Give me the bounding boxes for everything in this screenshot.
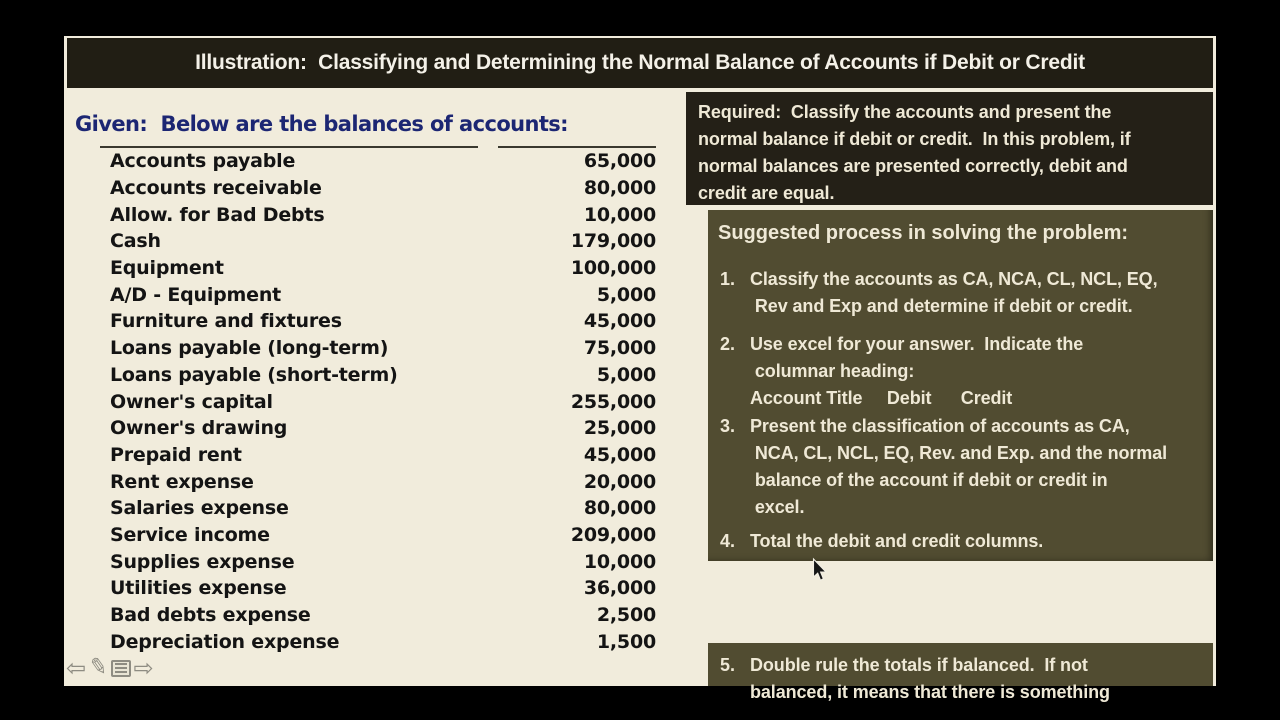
account-name: A/D - Equipment bbox=[110, 283, 282, 306]
account-name: Rent expense bbox=[110, 470, 254, 493]
account-amount: 10,000 bbox=[583, 550, 656, 573]
account-amount: 80,000 bbox=[583, 497, 656, 520]
table-row bbox=[100, 628, 656, 655]
account-amount: 209,000 bbox=[570, 523, 656, 546]
account-amount: 255,000 bbox=[570, 390, 656, 413]
account-name: Accounts receivable bbox=[110, 177, 322, 200]
table-row bbox=[100, 255, 656, 282]
step-text-line: balance of the account if debit or credit in bbox=[750, 470, 1108, 490]
mouse-cursor bbox=[812, 558, 829, 583]
account-amount: 5,000 bbox=[596, 363, 656, 386]
process-box bbox=[708, 210, 1213, 561]
account-name: Allow. for Bad Debts bbox=[110, 203, 325, 226]
table-row bbox=[100, 148, 656, 175]
step-5-box bbox=[708, 643, 1213, 702]
required-text-line: Required: Classify the accounts and present the bbox=[698, 102, 1112, 122]
account-name: Supplies expense bbox=[110, 550, 295, 573]
table-row bbox=[100, 468, 656, 495]
account-name: Depreciation expense bbox=[110, 630, 340, 653]
table-row bbox=[100, 388, 656, 415]
step-text-line: Total the debit and credit columns. bbox=[750, 531, 1044, 551]
account-amount: 75,000 bbox=[583, 337, 656, 360]
table-row bbox=[100, 415, 656, 442]
step-text-line: Present the classification of accounts as CA, bbox=[750, 416, 1130, 436]
account-amount: 45,000 bbox=[583, 310, 656, 333]
step-text-line: columnar heading: bbox=[750, 361, 915, 381]
table-rows bbox=[100, 148, 656, 655]
table-row bbox=[100, 175, 656, 202]
account-name: Accounts payable bbox=[110, 150, 296, 173]
step-text-line: Use excel for your answer. Indicate the bbox=[750, 334, 1084, 354]
required-text-line: normal balances are presented correctly, debit and bbox=[698, 156, 1128, 176]
table-header-rules bbox=[100, 146, 656, 148]
account-amount: 80,000 bbox=[583, 177, 656, 200]
step-text-line: NCA, CL, NCL, EQ, Rev. and Exp. and the normal bbox=[750, 443, 1168, 463]
account-name: Loans payable (long-term) bbox=[110, 337, 389, 360]
step-text-line: Account Title Debit Credit bbox=[750, 388, 1013, 408]
account-name: Owner's capital bbox=[110, 390, 273, 413]
required-box bbox=[686, 92, 1213, 205]
account-name: Cash bbox=[110, 230, 161, 253]
accounts-table bbox=[100, 146, 656, 655]
account-amount: 2,500 bbox=[596, 604, 656, 627]
account-amount: 25,000 bbox=[583, 417, 656, 440]
table-row bbox=[100, 201, 656, 228]
table-row bbox=[100, 602, 656, 629]
step-text-line: Classify the accounts as CA, NCA, CL, NCL, EQ, bbox=[750, 269, 1158, 289]
step-text-line: Rev and Exp and determine if debit or credit. bbox=[750, 296, 1133, 316]
previous-slide-icon[interactable]: ⇦ bbox=[66, 654, 87, 682]
slide-menu-icon[interactable] bbox=[111, 660, 131, 677]
step-number: 2. bbox=[720, 334, 736, 354]
step-number: 3. bbox=[720, 416, 736, 436]
slide-title-bar bbox=[67, 38, 1213, 88]
process-step bbox=[708, 528, 1043, 555]
table-row bbox=[100, 281, 656, 308]
account-name: Owner's drawing bbox=[110, 417, 288, 440]
step-number: 4. bbox=[720, 531, 736, 551]
account-name: Salaries expense bbox=[110, 497, 289, 520]
account-amount: 65,000 bbox=[583, 150, 656, 173]
required-text-line: credit are equal. bbox=[698, 183, 835, 203]
table-row bbox=[100, 495, 656, 522]
amount-column-rule bbox=[498, 146, 656, 148]
slideshow-nav-toolbar bbox=[66, 654, 154, 682]
account-amount: 45,000 bbox=[583, 443, 656, 466]
pen-tool-icon[interactable]: ✎ bbox=[87, 653, 110, 682]
account-amount: 5,000 bbox=[596, 283, 656, 306]
account-name: Furniture and fixtures bbox=[110, 310, 342, 333]
account-amount: 100,000 bbox=[570, 257, 656, 280]
presentation-slide bbox=[64, 36, 1216, 702]
required-text-line: normal balance if debit or credit. In this problem, if bbox=[698, 129, 1131, 149]
account-name: Equipment bbox=[110, 257, 224, 280]
step-text-line: excel. bbox=[750, 497, 805, 517]
given-heading: Given: Below are the balances of accounts: bbox=[75, 112, 568, 136]
account-amount: 36,000 bbox=[583, 577, 656, 600]
account-name: Bad debts expense bbox=[110, 604, 311, 627]
account-amount: 1,500 bbox=[596, 630, 656, 653]
table-row bbox=[100, 442, 656, 469]
account-amount: 20,000 bbox=[583, 470, 656, 493]
name-column-rule bbox=[100, 146, 478, 148]
account-name: Utilities expense bbox=[110, 577, 287, 600]
step-number: 1. bbox=[720, 269, 736, 289]
next-slide-icon[interactable]: ⇨ bbox=[133, 654, 154, 682]
table-row bbox=[100, 335, 656, 362]
account-name: Loans payable (short-term) bbox=[110, 363, 398, 386]
step-number: 5. bbox=[720, 655, 736, 675]
slide-title: Illustration: Classifying and Determining the Normal Balance of Accounts if Debit or Credit bbox=[195, 51, 1085, 74]
account-name: Prepaid rent bbox=[110, 443, 242, 466]
table-row bbox=[100, 522, 656, 549]
table-row bbox=[100, 362, 656, 389]
table-row bbox=[100, 548, 656, 575]
step-text-line: Double rule the totals if balanced. If not bbox=[750, 655, 1088, 675]
process-step bbox=[708, 331, 1083, 412]
process-step bbox=[708, 413, 1167, 521]
account-amount: 10,000 bbox=[583, 203, 656, 226]
table-row bbox=[100, 228, 656, 255]
account-name: Service income bbox=[110, 523, 270, 546]
table-row bbox=[100, 575, 656, 602]
process-heading: Suggested process in solving the problem: bbox=[718, 222, 1129, 244]
table-row bbox=[100, 308, 656, 335]
process-step bbox=[708, 266, 1158, 320]
step-text-line: balanced, it means that there is something bbox=[750, 682, 1110, 702]
account-amount: 179,000 bbox=[570, 230, 656, 253]
